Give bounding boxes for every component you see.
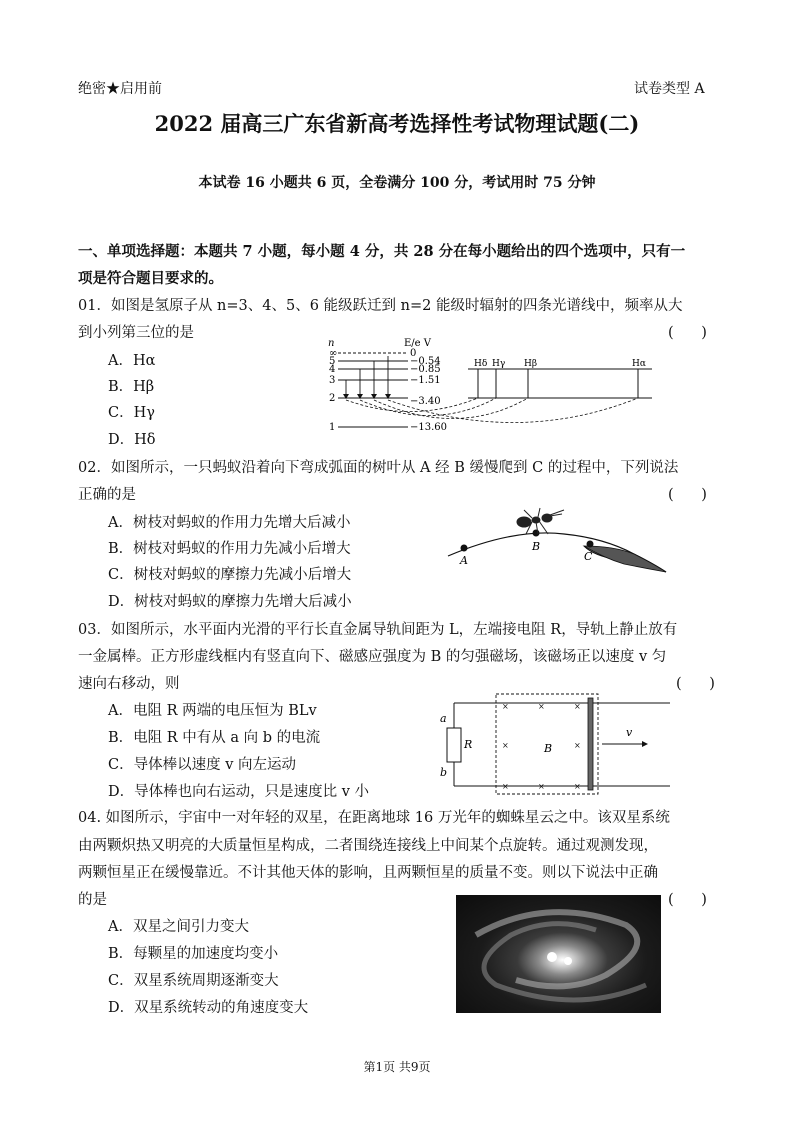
terminal-a-label: a [440, 712, 447, 725]
q3-stem-line1: 03．如图所示，水平面内光滑的平行长直金属导轨间距为 L，左端接电阻 R，导轨上静止放有 [78, 622, 678, 638]
energy-axis-label: E/e V [404, 338, 431, 349]
level-inf-n: ∞ [329, 348, 338, 359]
resistor [447, 728, 461, 762]
section-heading-line2: 项是符合题目要求的。 [78, 270, 223, 287]
h-gamma-label: Hγ [492, 359, 506, 369]
svg-text:×: × [502, 741, 509, 750]
svg-text:×: × [538, 782, 545, 791]
q3-option-b: B．电阻 R 中有从 a 向 b 的电流 [108, 730, 321, 746]
n-axis-label: n [328, 338, 335, 349]
q1-option-b: B．Hβ [108, 379, 155, 395]
exam-subtitle: 本试卷 16 小题共 6 页，全卷满分 100 分，考试用时 75 分钟 [198, 175, 596, 191]
q4-stem-line1: 04. 如图所示，宇宙中一对年轻的双星，在距离地球 16 万光年的蜘蛛星云之中。该双星系统 [78, 810, 670, 826]
binary-star-nebula-image [456, 895, 661, 1013]
q1-answer-paren: ( ) [668, 325, 707, 341]
level-5-n: 5 [329, 356, 336, 367]
point-a [461, 545, 468, 552]
point-c-label: C [584, 550, 593, 563]
q4-stem-line4: 的是 [78, 892, 107, 908]
q2-stem-line2: 正确的是 [78, 487, 136, 503]
h-beta-label: Hβ [524, 359, 538, 369]
level-4-n: 4 [329, 364, 336, 375]
q2-option-c: C．树枝对蚂蚁的摩擦力先减小后增大 [108, 567, 352, 583]
q1-option-d: D．Hδ [108, 432, 156, 448]
q4-option-c: C．双星系统周期逐渐变大 [108, 973, 279, 989]
resistor-label: R [464, 738, 473, 751]
connector-h-gamma [374, 398, 528, 419]
terminal-b-label: b [440, 766, 448, 779]
level-3-n: 3 [329, 375, 336, 386]
q2-stem-line1: 02．如图所示，一只蚂蚁沿着向下弯成弧面的树叶从 A 经 B 缓慢爬到 C 的过程中，下列说法 [78, 460, 679, 476]
velocity-label: v [626, 726, 633, 739]
svg-text:×: × [574, 702, 581, 711]
page-footer: 第1页 共9页 [363, 1060, 431, 1074]
level-3-e: −1.51 [410, 375, 441, 386]
svg-text:×: × [538, 702, 545, 711]
q4-option-b: B．每颗星的加速度均变小 [108, 946, 279, 962]
exam-title: 2022 届高三广东省新高考选择性考试物理试题(二) [154, 111, 640, 136]
level-2-e: −3.40 [410, 396, 441, 407]
svg-text:×: × [502, 702, 509, 711]
q3-option-d: D．导体棒也向右运动，只是速度比 v 小 [108, 784, 370, 800]
point-b-label: B [532, 540, 541, 553]
q1-stem-line2: 到小列第三位的是 [78, 325, 194, 341]
rail-circuit-figure [434, 690, 674, 798]
h-alpha-label: Hα [632, 359, 646, 369]
point-c [587, 541, 594, 548]
level-1-e: −13.60 [410, 422, 448, 433]
q3-stem-line3: 速向右移动，则 [78, 676, 180, 692]
point-a-label: A [460, 554, 468, 567]
point-b [533, 530, 540, 537]
ant-icon [517, 508, 564, 534]
energy-level-diagram [318, 334, 658, 446]
q3-stem-line2: 一金属棒。正方形虚线框内有竖直向下、磁感应强度为 B 的匀强磁场，该磁场正以速度 v 匀 [78, 649, 667, 665]
q2-answer-paren: ( ) [668, 487, 707, 503]
q2-option-b: B．树枝对蚂蚁的作用力先减小后增大 [108, 541, 351, 557]
level-1-n: 1 [329, 422, 336, 433]
level-4-e: −0.85 [410, 364, 441, 375]
level-2-n: 2 [329, 393, 336, 404]
q4-stem-line3: 两颗恒星正在缓慢靠近。不计其他天体的影响，且两颗恒星的质量不变。则以下说法中正确 [78, 865, 658, 881]
field-label: B [544, 742, 553, 755]
level-5-e: −0.54 [410, 356, 441, 367]
svg-text:×: × [574, 741, 581, 750]
q2-option-d: D．树枝对蚂蚁的摩擦力先增大后减小 [108, 594, 352, 610]
q3-option-a: A．电阻 R 两端的电压恒为 BLv [108, 703, 317, 719]
q1-option-a: A．Hα [108, 353, 156, 369]
level-inf-e: 0 [410, 348, 417, 359]
svg-text:×: × [502, 782, 509, 791]
q3-answer-paren: ( ) [676, 676, 715, 692]
confidential-label: 绝密★启用前 [78, 81, 162, 97]
paper-type-label: 试卷类型 A [634, 81, 705, 97]
q1-stem-line1: 01．如图是氢原子从 n=3、4、5、6 能级跃迁到 n=2 能级时辐射的四条光谱线中，频率从大 [78, 298, 683, 314]
svg-text:×: × [574, 782, 581, 791]
section-heading-line1: 一、单项选择题：本题共 7 小题，每小题 4 分，共 28 分在每小题给出的四个选项中，只有一 [78, 243, 686, 260]
q2-option-a: A．树枝对蚂蚁的作用力先增大后减小 [108, 515, 351, 531]
q4-option-a: A．双星之间引力变大 [108, 919, 249, 935]
h-delta-label: Hδ [474, 359, 488, 369]
q4-option-d: D．双星系统转动的角速度变大 [108, 1000, 309, 1016]
q3-option-c: C．导体棒以速度 v 向左运动 [108, 757, 297, 773]
q4-stem-line2: 由两颗炽热又明亮的大质量恒星构成，二者围绕连接线上中间某个点旋转。通过观测发现， [78, 838, 658, 854]
metal-rod [588, 698, 593, 790]
ant-on-leaf-figure [444, 506, 674, 578]
q4-answer-paren: ( ) [668, 892, 707, 908]
q1-option-c: C．Hγ [108, 405, 155, 421]
